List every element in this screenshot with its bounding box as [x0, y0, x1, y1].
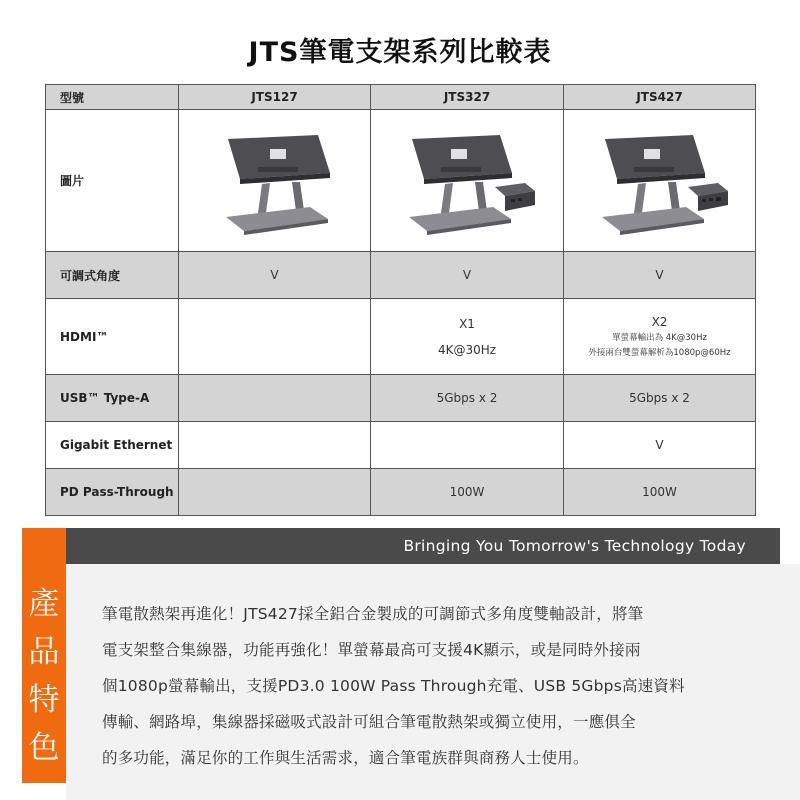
- slogan-banner: [66, 528, 780, 564]
- page-title: JTS筆電支架系列比較表: [248, 37, 552, 68]
- cell-hdmi-jts427: [564, 299, 756, 375]
- hdmi-count-jts327: X1: [459, 316, 475, 331]
- header-model-jts327: JTS327: [371, 85, 564, 110]
- row-label-angle: 可調式角度: [46, 252, 179, 299]
- cell-usb-jts127: [179, 375, 371, 422]
- table-row-hdmi: [46, 299, 756, 375]
- features-tab-label: [22, 580, 66, 772]
- cell-usb-jts427: 5Gbps x 2: [564, 375, 756, 422]
- product-image-jts127: [179, 110, 371, 252]
- description-line: 傳輸、網路埠，集線器採磁吸式設計可組合筆電散熱架或獨立使用，一應俱全: [102, 713, 636, 731]
- hdmi-note1-jts427: 單螢幕輸出為 4K@30Hz: [612, 332, 707, 343]
- description-line: 個1080p螢幕輸出，支援PD3.0 100W Pass Through充電、USB 5Gbps高速資料: [102, 677, 685, 695]
- cell-hdmi-jts327: [371, 299, 564, 375]
- cell-angle-jts427: V: [564, 252, 756, 299]
- table-row-image: [46, 110, 756, 252]
- table-row-usb: [46, 375, 756, 422]
- description-line: 筆電散熱架再進化！JTS427採全鋁合金製成的可調節式多角度雙軸設計，將筆: [102, 605, 644, 623]
- cell-ethernet-jts127: [179, 422, 371, 469]
- product-image-jts427: [564, 110, 756, 252]
- tab-char-3: 特: [28, 682, 60, 718]
- table-row-pd: [46, 469, 756, 516]
- header-model-jts127: JTS127: [179, 85, 371, 110]
- header-model-label: 型號: [46, 85, 179, 110]
- description-line: 的多功能，滿足你的工作與生活需求，適合筆電族群與商務人士使用。: [102, 749, 589, 767]
- table-row-angle: [46, 252, 756, 299]
- cell-ethernet-jts327: [371, 422, 564, 469]
- description-line: 電支架整合集線器，功能再強化！單螢幕最高可支援4K顯示，或是同時外接兩: [102, 641, 641, 659]
- slogan-text: Bringing You Tomorrow's Technology Today: [403, 537, 746, 555]
- tab-char-1: 產: [28, 586, 60, 622]
- header-model-jts427: JTS427: [564, 85, 756, 110]
- tab-char-4: 色: [28, 730, 60, 766]
- row-label-hdmi: HDMI™: [46, 299, 179, 375]
- cell-angle-jts127: V: [179, 252, 371, 299]
- cell-ethernet-jts427: V: [564, 422, 756, 469]
- cell-hdmi-jts127: [179, 299, 371, 375]
- hdmi-res-jts327: 4K@30Hz: [437, 342, 497, 357]
- row-label-image: 圖片: [46, 110, 179, 252]
- hdmi-count-jts427: X2: [651, 314, 668, 329]
- row-label-pd: PD Pass-Through: [46, 469, 179, 516]
- cell-angle-jts327: V: [371, 252, 564, 299]
- hdmi-note2-jts427: 外接兩台雙螢幕解析為1080p@60Hz: [588, 347, 731, 358]
- features-description: [102, 596, 752, 776]
- tab-char-2: 品: [28, 634, 60, 670]
- table-row-ethernet: [46, 422, 756, 469]
- cell-pd-jts127: [179, 469, 371, 516]
- cell-usb-jts327: 5Gbps x 2: [371, 375, 564, 422]
- product-image-jts327: [371, 110, 564, 252]
- cell-pd-jts327: 100W: [371, 469, 564, 516]
- comparison-table: [45, 84, 756, 516]
- row-label-usb: USB™ Type-A: [46, 375, 179, 422]
- cell-pd-jts427: 100W: [564, 469, 756, 516]
- row-label-ethernet: Gigabit Ethernet: [46, 422, 179, 469]
